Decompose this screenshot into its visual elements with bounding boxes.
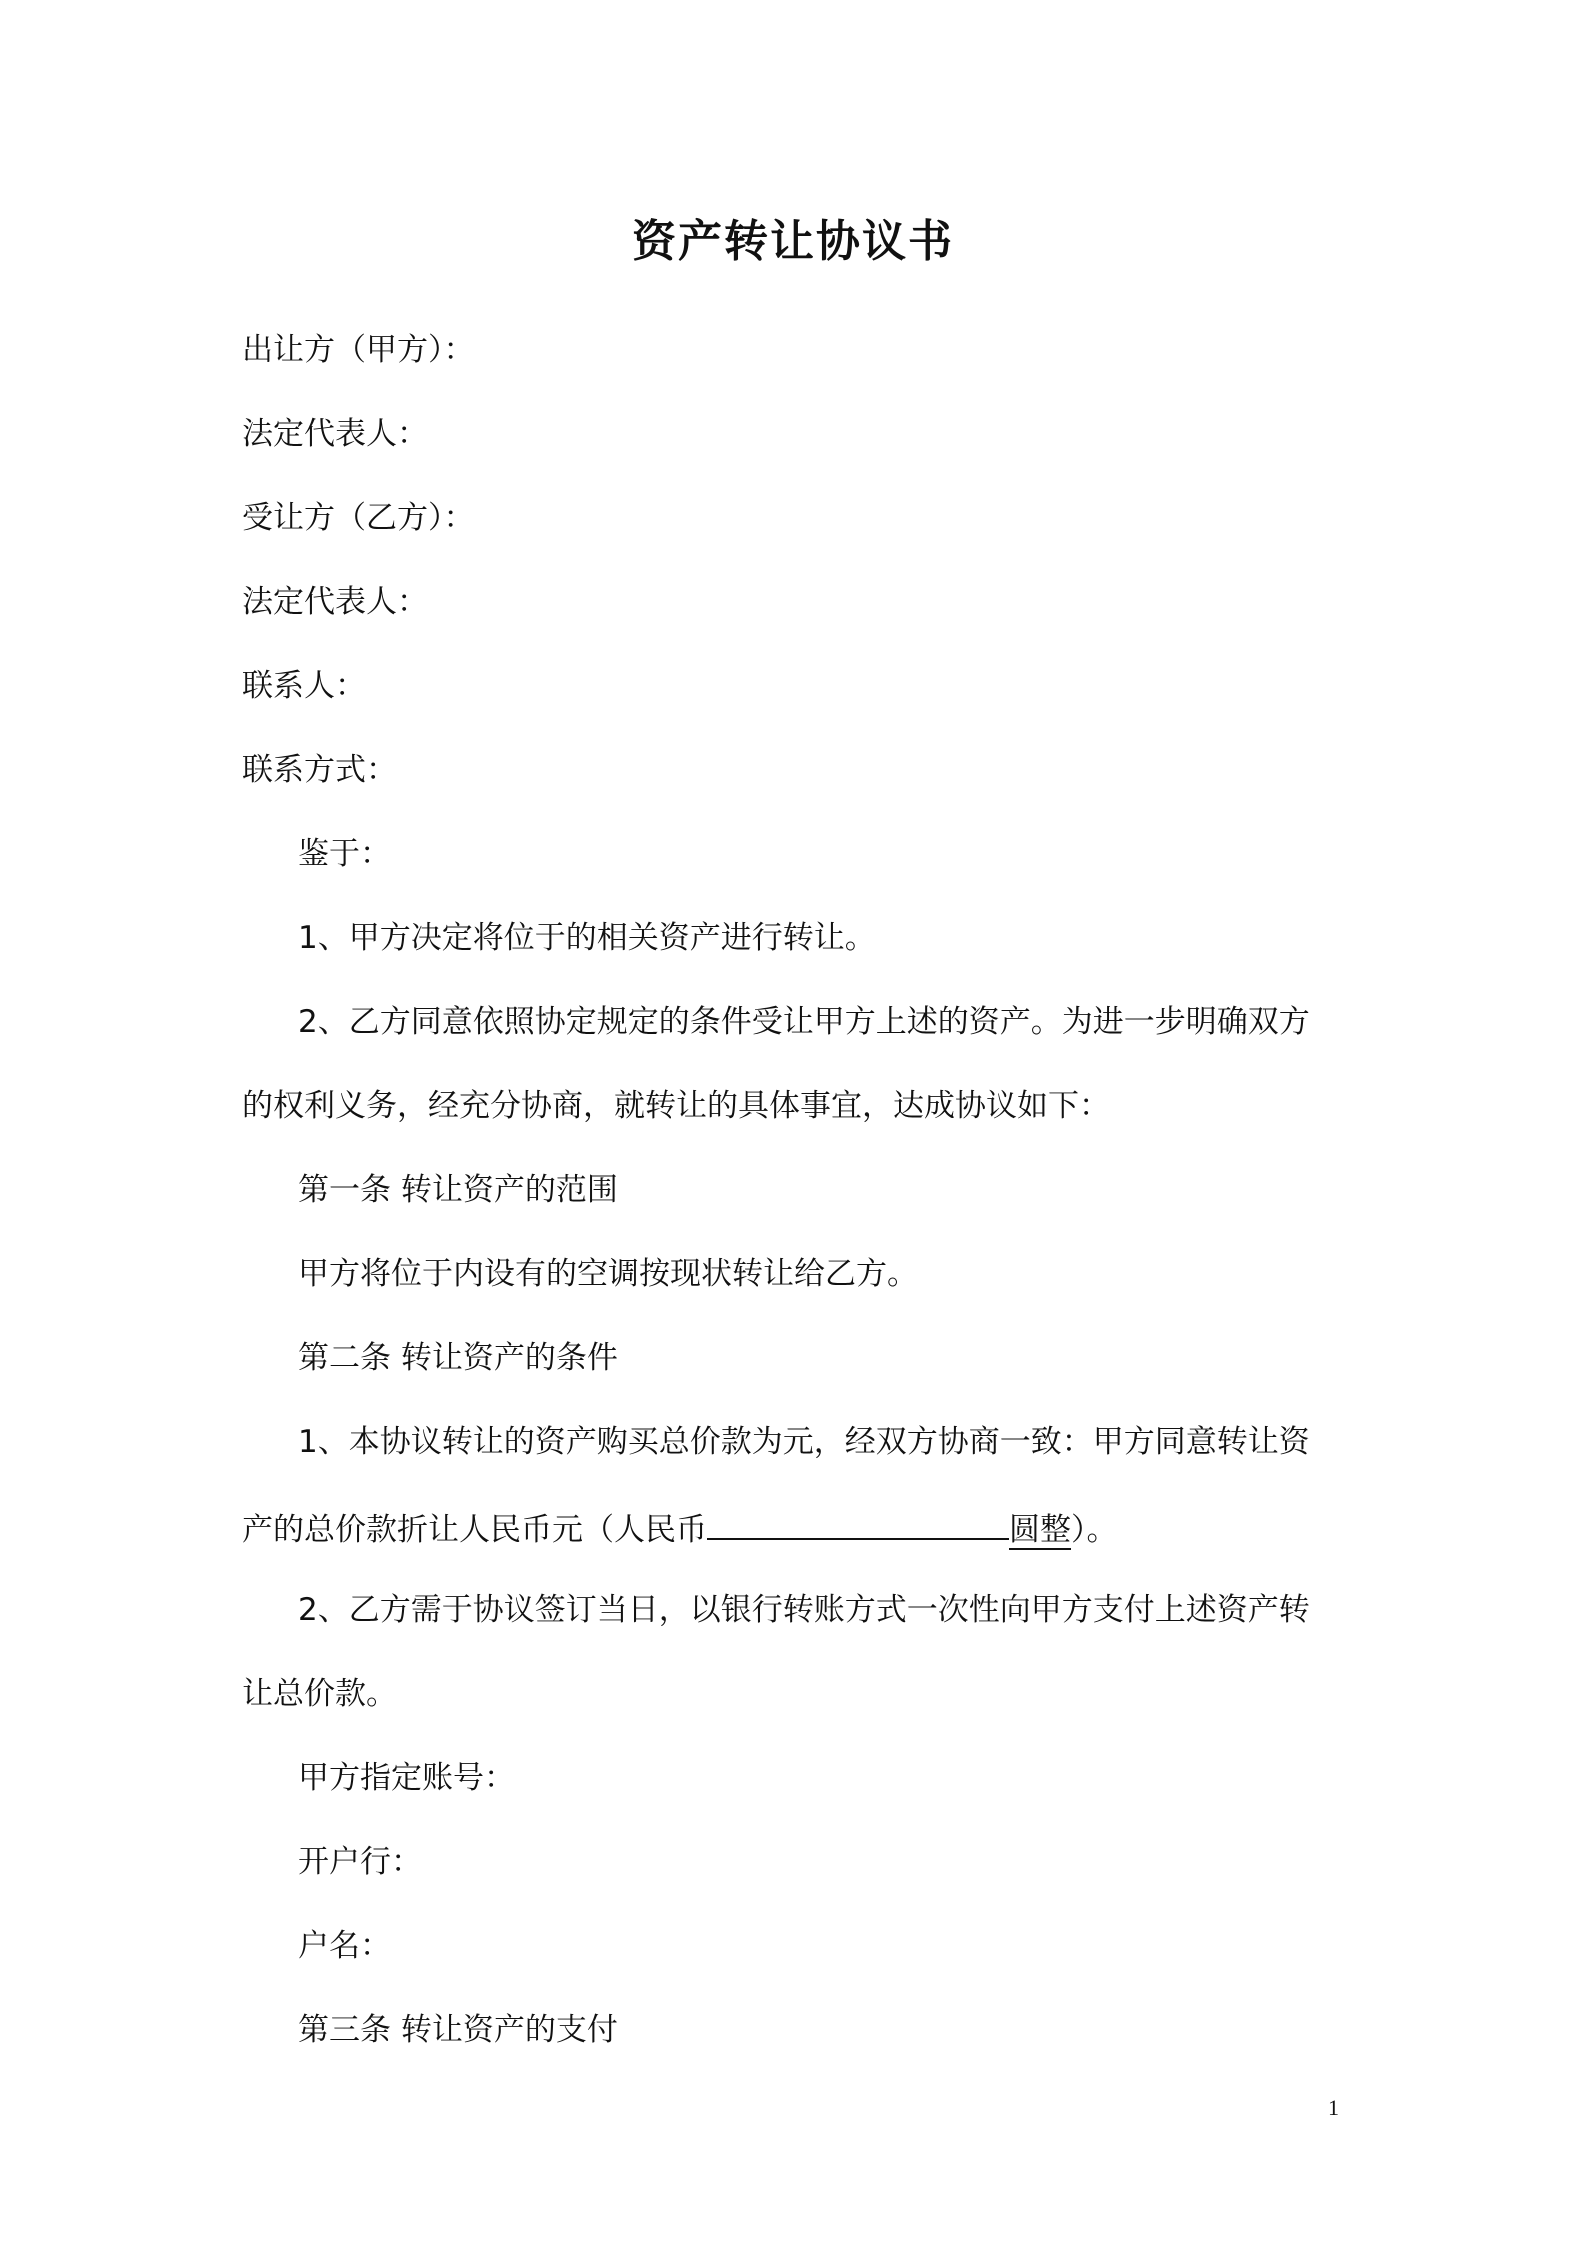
bank-label: 开户行： bbox=[298, 1844, 422, 1880]
article-3-heading: 第三条 转让资产的支付 bbox=[298, 2012, 618, 2048]
contact-person-label: 联系人： bbox=[242, 668, 366, 704]
article-2-item-1-line-2 bbox=[242, 1504, 1118, 1552]
amount-unit-underlined: 圆整 bbox=[1009, 1512, 1071, 1548]
amount-suffix: ）。 bbox=[1071, 1512, 1118, 1548]
recital-item-1: 1、甲方决定将位于的相关资产进行转让。 bbox=[298, 920, 876, 956]
transferor-representative-label: 法定代表人： bbox=[242, 416, 428, 452]
account-name-label: 户名： bbox=[298, 1928, 391, 1964]
recital-item-2-line-2: 的权利义务，经充分协商，就转让的具体事宜，达成协议如下： bbox=[242, 1088, 1110, 1124]
transferee-representative-label: 法定代表人： bbox=[242, 584, 428, 620]
page-number: 1 bbox=[1328, 2095, 1339, 2120]
amount-prefix: 产的总价款折让人民币元（人民币 bbox=[242, 1512, 707, 1548]
article-2-item-2-line-1: 2、乙方需于协议签订当日，以银行转账方式一次性向甲方支付上述资产转 bbox=[298, 1592, 1310, 1628]
document-title: 资产转让协议书 bbox=[632, 216, 954, 267]
designated-account-label: 甲方指定账号： bbox=[298, 1760, 515, 1796]
recitals-heading: 鉴于： bbox=[298, 836, 391, 872]
article-1-body: 甲方将位于内设有的空调按现状转让给乙方。 bbox=[298, 1256, 918, 1292]
article-1-heading: 第一条 转让资产的范围 bbox=[298, 1172, 618, 1208]
article-2-item-1-line-1: 1、本协议转让的资产购买总价款为元，经双方协商一致：甲方同意转让资 bbox=[298, 1424, 1310, 1460]
recital-item-2-line-1: 2、乙方同意依照协定规定的条件受让甲方上述的资产。为进一步明确双方 bbox=[298, 1004, 1310, 1040]
transferee-label: 受让方（乙方）： bbox=[242, 500, 475, 536]
article-2-heading: 第二条 转让资产的条件 bbox=[298, 1340, 618, 1376]
transferor-label: 出让方（甲方）： bbox=[242, 332, 475, 368]
article-2-item-2-line-2: 让总价款。 bbox=[242, 1676, 397, 1712]
amount-blank-field bbox=[707, 1504, 1009, 1540]
contact-method-label: 联系方式： bbox=[242, 752, 397, 788]
